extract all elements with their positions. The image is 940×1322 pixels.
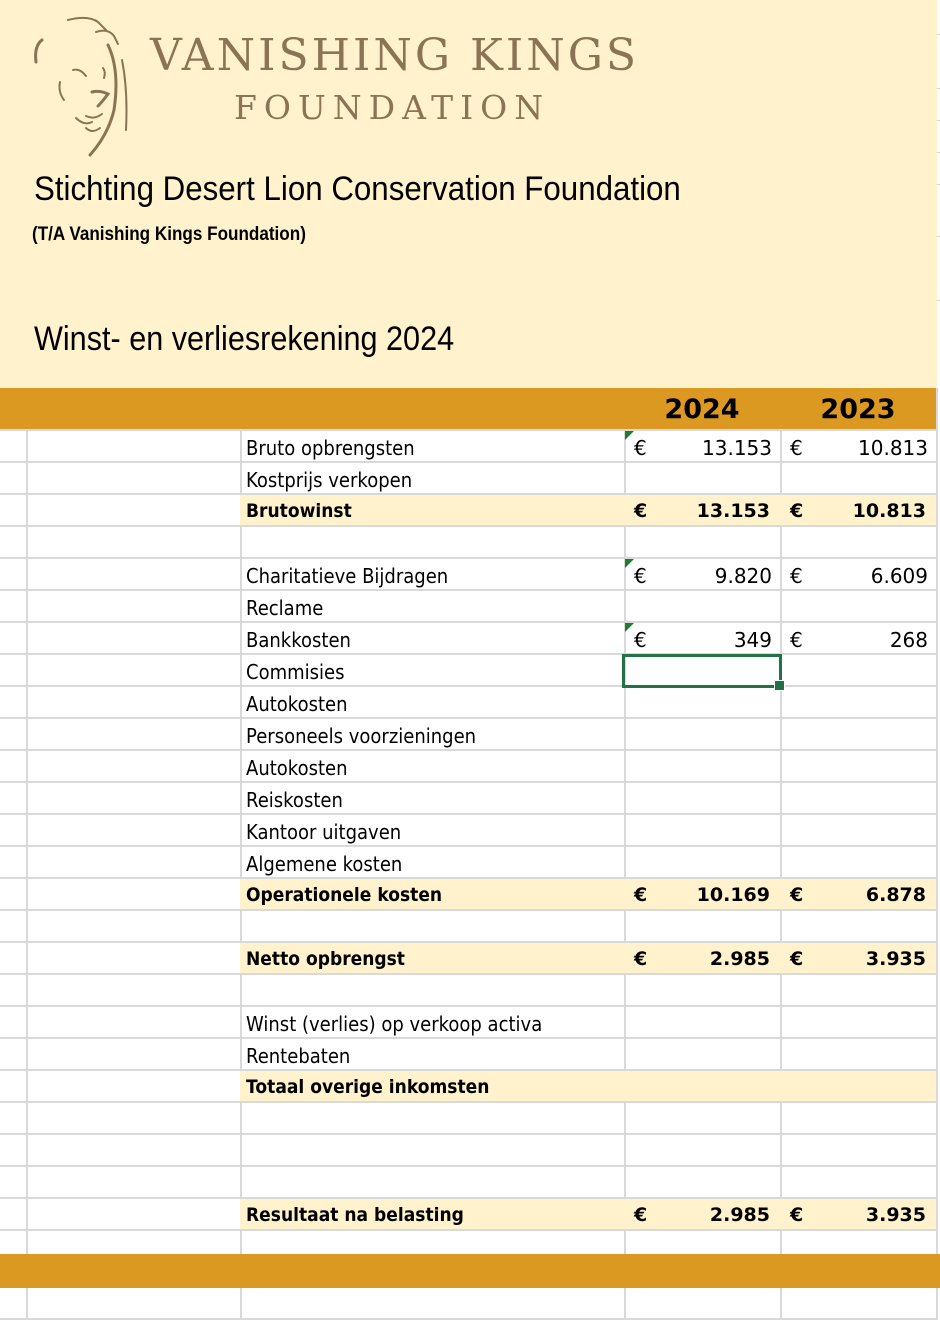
cell[interactable] bbox=[0, 1135, 28, 1167]
cell[interactable] bbox=[240, 1288, 626, 1320]
row-label-cell[interactable] bbox=[240, 1039, 626, 1071]
row-label: Operationele kosten bbox=[246, 884, 443, 906]
cell[interactable] bbox=[26, 751, 242, 783]
table-row bbox=[0, 591, 940, 623]
row-label: Bruto opbrengsten bbox=[246, 436, 415, 460]
lion-head-icon bbox=[28, 10, 138, 158]
cell[interactable] bbox=[0, 943, 28, 975]
cell[interactable] bbox=[0, 1199, 28, 1231]
cell[interactable] bbox=[0, 879, 28, 911]
value-2024-cell[interactable] bbox=[624, 1135, 782, 1167]
cell[interactable] bbox=[0, 751, 28, 783]
value-2024-cell[interactable] bbox=[624, 431, 782, 463]
value-2023: 3.935 bbox=[865, 1204, 926, 1226]
euro-symbol: € bbox=[634, 564, 647, 588]
row-label: Totaal overige inkomsten bbox=[246, 1076, 490, 1098]
cell[interactable] bbox=[26, 1288, 242, 1320]
logo-subtitle: FOUNDATION bbox=[234, 88, 551, 127]
cell[interactable] bbox=[0, 1288, 28, 1320]
value-2024-cell[interactable] bbox=[624, 495, 782, 527]
value-2024-cell[interactable] bbox=[624, 719, 782, 751]
row-label: Resultaat na belasting bbox=[246, 1204, 464, 1226]
value-2024-cell[interactable] bbox=[624, 815, 782, 847]
row-label-cell[interactable] bbox=[240, 1167, 626, 1199]
cell[interactable] bbox=[0, 1007, 28, 1039]
cell[interactable] bbox=[26, 1103, 242, 1135]
row-label-cell[interactable] bbox=[240, 1135, 626, 1167]
cell[interactable] bbox=[26, 1039, 242, 1071]
value-2023-cell[interactable] bbox=[780, 943, 938, 975]
table-row bbox=[0, 719, 940, 751]
table-row bbox=[0, 431, 940, 463]
value-2023: 10.813 bbox=[852, 500, 926, 522]
value-2023-cell[interactable] bbox=[780, 623, 938, 655]
cell[interactable] bbox=[26, 1007, 242, 1039]
cell[interactable] bbox=[26, 655, 242, 687]
cell[interactable] bbox=[0, 911, 28, 943]
cell[interactable] bbox=[26, 911, 242, 943]
value-2024: 2.985 bbox=[709, 948, 770, 970]
table-row bbox=[0, 527, 940, 559]
cell[interactable] bbox=[0, 1071, 28, 1103]
cell[interactable] bbox=[26, 623, 242, 655]
value-2024-cell[interactable] bbox=[624, 527, 782, 559]
cell[interactable] bbox=[0, 559, 28, 591]
row-label: Brutowinst bbox=[246, 500, 352, 522]
row-label: Personeels voorzieningen bbox=[246, 724, 477, 748]
value-2024: 10.169 bbox=[696, 884, 770, 906]
row-label-cell[interactable] bbox=[240, 687, 626, 719]
value-2024-cell[interactable] bbox=[624, 975, 782, 1007]
cell[interactable] bbox=[0, 975, 28, 1007]
euro-symbol: € bbox=[634, 1204, 648, 1226]
footer-accent-band bbox=[0, 1254, 940, 1288]
cell[interactable] bbox=[240, 388, 626, 431]
value-2023-cell[interactable] bbox=[780, 559, 938, 591]
value-2023-cell[interactable] bbox=[780, 783, 938, 815]
year-label: 2023 bbox=[820, 394, 896, 425]
value-2023: 6.878 bbox=[865, 884, 926, 906]
column-header-2024[interactable] bbox=[624, 388, 782, 431]
value-2024-cell[interactable] bbox=[624, 911, 782, 943]
row-label: Kostprijs verkopen bbox=[246, 468, 413, 492]
value-2024-cell[interactable] bbox=[624, 559, 782, 591]
euro-symbol: € bbox=[634, 628, 647, 652]
row-label: Netto opbrengst bbox=[246, 948, 405, 970]
value-2024: 9.820 bbox=[714, 564, 772, 588]
value-2023-cell[interactable] bbox=[780, 911, 938, 943]
cell[interactable] bbox=[26, 879, 242, 911]
euro-symbol: € bbox=[790, 1204, 804, 1226]
row-label: Winst (verlies) op verkoop activa bbox=[246, 1012, 543, 1036]
organization-title: Stichting Desert Lion Conservation Foundation bbox=[34, 170, 681, 208]
row-label-cell[interactable] bbox=[240, 431, 626, 463]
value-2024-cell[interactable] bbox=[624, 1167, 782, 1199]
row-label-cell[interactable] bbox=[240, 655, 626, 687]
row-label: Reclame bbox=[246, 596, 324, 620]
row-label-cell[interactable] bbox=[240, 911, 626, 943]
row-label: Reiskosten bbox=[246, 788, 343, 812]
euro-symbol: € bbox=[790, 436, 803, 460]
value-2024-cell[interactable] bbox=[624, 623, 782, 655]
cell[interactable] bbox=[26, 719, 242, 751]
value-2023-cell[interactable] bbox=[780, 879, 938, 911]
cell[interactable] bbox=[0, 527, 28, 559]
value-2023-cell[interactable] bbox=[780, 1039, 938, 1071]
row-label: Algemene kosten bbox=[246, 852, 403, 876]
cell[interactable] bbox=[26, 388, 242, 431]
euro-symbol: € bbox=[790, 500, 804, 522]
cell[interactable] bbox=[0, 388, 28, 431]
cell[interactable] bbox=[624, 1288, 782, 1320]
comment-indicator-icon bbox=[625, 623, 634, 632]
cell[interactable] bbox=[26, 1135, 242, 1167]
row-label-cell[interactable] bbox=[240, 1199, 626, 1231]
row-label: Autokosten bbox=[246, 756, 348, 780]
euro-symbol: € bbox=[790, 948, 804, 970]
cell[interactable] bbox=[0, 1167, 28, 1199]
row-label-cell[interactable] bbox=[240, 623, 626, 655]
euro-symbol: € bbox=[634, 500, 648, 522]
value-2024-cell[interactable] bbox=[624, 1071, 782, 1103]
cell[interactable] bbox=[26, 527, 242, 559]
value-2023-cell[interactable] bbox=[780, 495, 938, 527]
table-row bbox=[0, 623, 940, 655]
cell[interactable] bbox=[0, 1103, 28, 1135]
cell[interactable] bbox=[0, 655, 28, 687]
row-label: Commisies bbox=[246, 660, 345, 684]
row-label-cell[interactable] bbox=[240, 719, 626, 751]
cell[interactable] bbox=[0, 495, 28, 527]
cell[interactable] bbox=[26, 783, 242, 815]
value-2023-cell[interactable] bbox=[780, 847, 938, 879]
column-header-2023[interactable] bbox=[780, 388, 938, 431]
value-2024: 13.153 bbox=[702, 436, 772, 460]
value-2024: 2.985 bbox=[709, 1204, 770, 1226]
comment-indicator-icon bbox=[625, 431, 634, 440]
row-label-cell[interactable] bbox=[240, 1007, 626, 1039]
row-label-cell[interactable] bbox=[240, 1071, 626, 1103]
value-2023-cell[interactable] bbox=[780, 687, 938, 719]
cell[interactable] bbox=[0, 463, 28, 495]
euro-symbol: € bbox=[790, 628, 803, 652]
cell[interactable] bbox=[0, 623, 28, 655]
row-label: Rentebaten bbox=[246, 1044, 351, 1068]
cell[interactable] bbox=[26, 1199, 242, 1231]
value-2023-cell[interactable] bbox=[780, 1103, 938, 1135]
cell[interactable] bbox=[0, 847, 28, 879]
row-label-cell[interactable] bbox=[240, 879, 626, 911]
table-row bbox=[0, 1007, 940, 1039]
value-2024-cell[interactable] bbox=[624, 687, 782, 719]
table-row bbox=[0, 1167, 940, 1199]
value-2024-cell[interactable] bbox=[624, 879, 782, 911]
fill-handle[interactable] bbox=[774, 680, 785, 691]
table-row bbox=[0, 911, 940, 943]
row-label: Autokosten bbox=[246, 692, 348, 716]
table-row bbox=[0, 463, 940, 495]
value-2024: 349 bbox=[733, 628, 772, 652]
row-label-cell[interactable] bbox=[240, 495, 626, 527]
value-2024-cell[interactable] bbox=[624, 1039, 782, 1071]
cell[interactable] bbox=[26, 1167, 242, 1199]
logo-wordmark: VANISHING KINGS bbox=[150, 30, 640, 81]
cell[interactable] bbox=[26, 815, 242, 847]
value-2023-cell[interactable] bbox=[780, 1199, 938, 1231]
euro-symbol: € bbox=[634, 948, 648, 970]
row-label-cell[interactable] bbox=[240, 463, 626, 495]
value-2024-cell[interactable] bbox=[624, 1007, 782, 1039]
value-2023: 3.935 bbox=[865, 948, 926, 970]
cell[interactable] bbox=[26, 847, 242, 879]
euro-symbol: € bbox=[790, 884, 804, 906]
row-label-cell[interactable] bbox=[240, 815, 626, 847]
row-label-cell[interactable] bbox=[240, 1103, 626, 1135]
table-row bbox=[0, 1199, 940, 1231]
table-row bbox=[0, 975, 940, 1007]
table-row bbox=[0, 879, 940, 911]
value-2024-cell[interactable] bbox=[624, 847, 782, 879]
cell[interactable] bbox=[0, 783, 28, 815]
row-label: Kantoor uitgaven bbox=[246, 820, 402, 844]
value-2023-cell[interactable] bbox=[780, 1167, 938, 1199]
table-row bbox=[0, 1039, 940, 1071]
table-row bbox=[0, 687, 940, 719]
table-row bbox=[0, 559, 940, 591]
header-banner bbox=[0, 0, 937, 388]
year-label: 2024 bbox=[664, 394, 740, 425]
table-row bbox=[0, 783, 940, 815]
value-2024-cell[interactable] bbox=[624, 463, 782, 495]
cell[interactable] bbox=[26, 943, 242, 975]
value-2023: 6.609 bbox=[870, 564, 928, 588]
cell[interactable] bbox=[0, 1039, 28, 1071]
cell[interactable] bbox=[780, 1288, 938, 1320]
value-2024-cell[interactable] bbox=[624, 943, 782, 975]
cell[interactable] bbox=[26, 559, 242, 591]
value-2023-cell[interactable] bbox=[780, 719, 938, 751]
header-row bbox=[0, 388, 940, 431]
value-2024: 13.153 bbox=[696, 500, 770, 522]
value-2023-cell[interactable] bbox=[780, 431, 938, 463]
table-row bbox=[0, 1071, 940, 1103]
value-2024-cell[interactable] bbox=[624, 591, 782, 623]
cell[interactable] bbox=[26, 431, 242, 463]
trading-as-subtitle: (T/A Vanishing Kings Foundation) bbox=[32, 224, 306, 245]
table-row bbox=[0, 1288, 940, 1320]
table-row bbox=[0, 495, 940, 527]
row-label-cell[interactable] bbox=[240, 527, 626, 559]
value-2023-cell[interactable] bbox=[780, 1135, 938, 1167]
euro-symbol: € bbox=[634, 436, 647, 460]
row-label-cell[interactable] bbox=[240, 591, 626, 623]
cell[interactable] bbox=[0, 687, 28, 719]
row-label-cell[interactable] bbox=[240, 751, 626, 783]
row-label-cell[interactable] bbox=[240, 559, 626, 591]
value-2024-cell[interactable] bbox=[624, 751, 782, 783]
row-label-cell[interactable] bbox=[240, 975, 626, 1007]
row-label-cell[interactable] bbox=[240, 847, 626, 879]
report-title: Winst- en verliesrekening 2024 bbox=[34, 320, 455, 358]
row-label-cell[interactable] bbox=[240, 943, 626, 975]
value-2023-cell[interactable] bbox=[780, 975, 938, 1007]
value-2023: 10.813 bbox=[858, 436, 928, 460]
value-2023-cell[interactable] bbox=[780, 815, 938, 847]
cell[interactable] bbox=[26, 591, 242, 623]
table-row bbox=[0, 847, 940, 879]
table-row bbox=[0, 751, 940, 783]
row-label: Bankkosten bbox=[246, 628, 351, 652]
cell[interactable] bbox=[0, 815, 28, 847]
value-2023-cell[interactable] bbox=[780, 1007, 938, 1039]
selected-cell-outline[interactable] bbox=[622, 654, 782, 688]
value-2024-cell[interactable] bbox=[624, 1199, 782, 1231]
value-2023-cell[interactable] bbox=[780, 751, 938, 783]
table-row bbox=[0, 815, 940, 847]
euro-symbol: € bbox=[634, 884, 648, 906]
value-2023-cell[interactable] bbox=[780, 463, 938, 495]
cell[interactable] bbox=[0, 719, 28, 751]
value-2023-cell[interactable] bbox=[780, 591, 938, 623]
table-row bbox=[0, 943, 940, 975]
cell[interactable] bbox=[0, 591, 28, 623]
cell[interactable] bbox=[26, 463, 242, 495]
table-row bbox=[0, 1103, 940, 1135]
table-row bbox=[0, 1135, 940, 1167]
cell[interactable] bbox=[26, 495, 242, 527]
value-2023-cell[interactable] bbox=[780, 1071, 938, 1103]
table-row bbox=[0, 655, 940, 687]
euro-symbol: € bbox=[790, 564, 803, 588]
cell[interactable] bbox=[26, 687, 242, 719]
value-2024-cell[interactable] bbox=[624, 1103, 782, 1135]
value-2023: 268 bbox=[889, 628, 928, 652]
value-2023-cell[interactable] bbox=[780, 655, 938, 687]
cell[interactable] bbox=[0, 431, 28, 463]
cell[interactable] bbox=[26, 975, 242, 1007]
row-label-cell[interactable] bbox=[240, 783, 626, 815]
value-2023-cell[interactable] bbox=[780, 527, 938, 559]
row-label: Charitatieve Bijdragen bbox=[246, 564, 449, 588]
comment-indicator-icon bbox=[625, 559, 634, 568]
cell[interactable] bbox=[26, 1071, 242, 1103]
value-2024-cell[interactable] bbox=[624, 783, 782, 815]
